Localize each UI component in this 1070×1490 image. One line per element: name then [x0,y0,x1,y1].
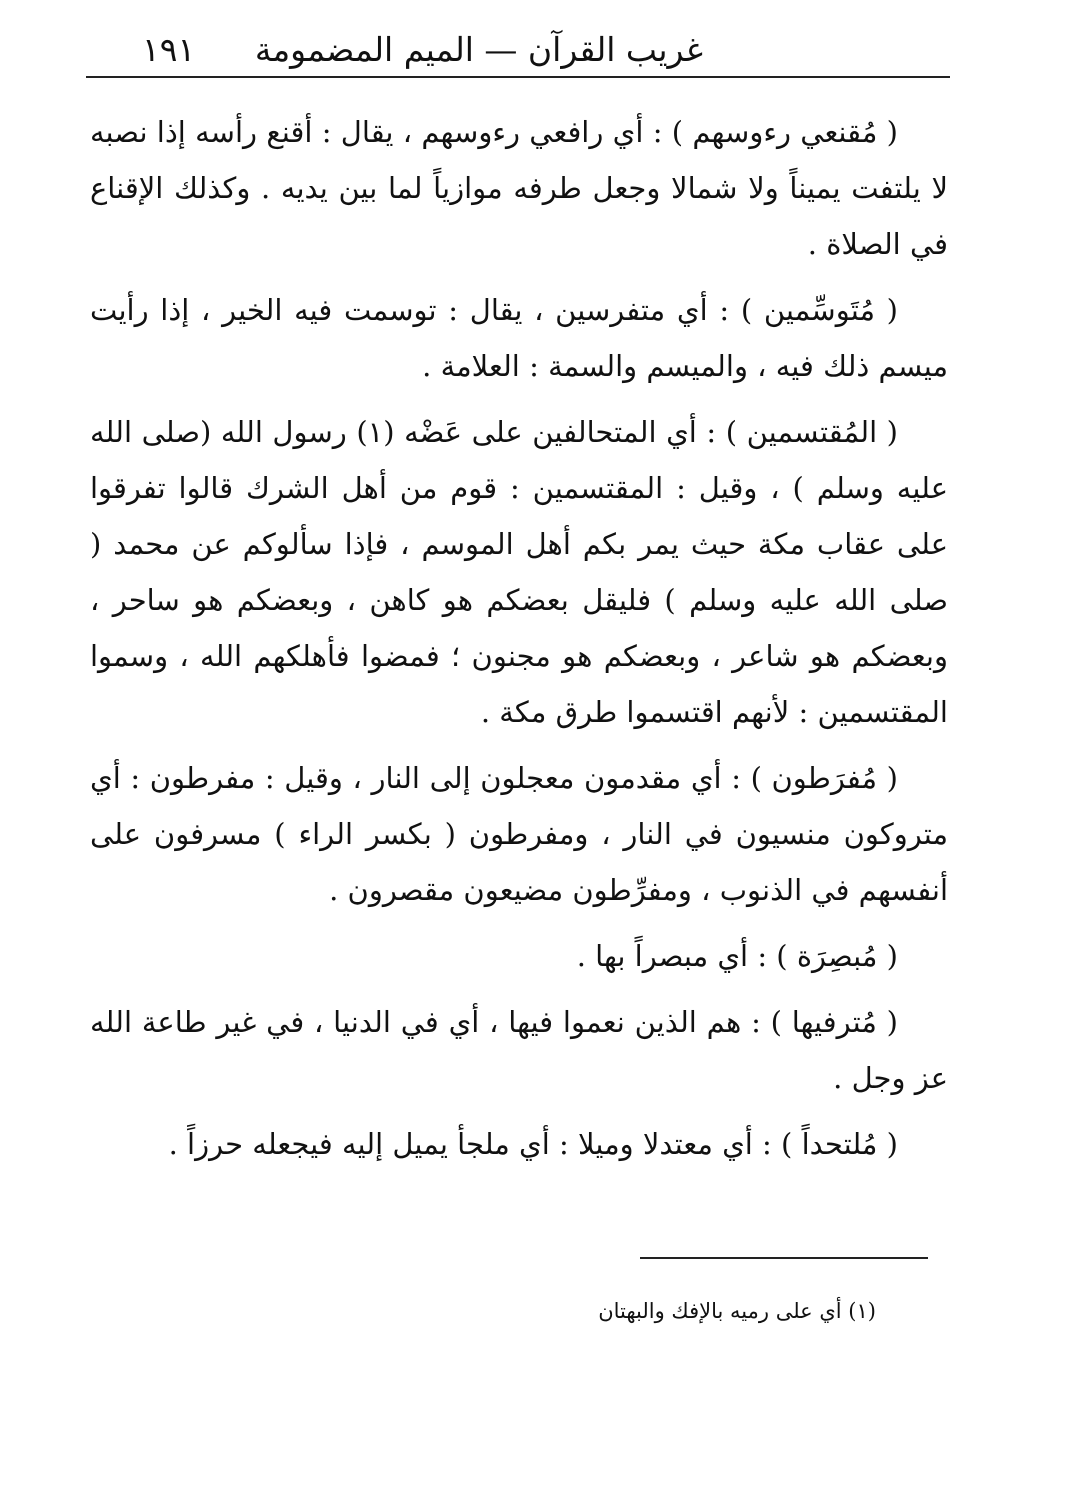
body-text [90,104,948,1182]
entry-mubsira: ( مُبصِرَة ) : أي مبصراً بها . [576,939,898,973]
page-number: ١٩١ [142,30,196,69]
footnote: (١) أي على رميه بالإفك والبهتان [598,1299,876,1323]
page-header [90,18,948,78]
entry-muqtasimin: ( المُقتسمين ) : أي المتحالفين على عَضْه (١) رسول الله (صلى الله عليه وسلم ) ، وقيل : المقتسمين : قوم من أهل الشرك قالوا تفرقوا على عقاب مكة حيث يمر بكم أهل الموسم ، فإذا سألوكم عن محمد ( صلى الله عليه وسلم ) فليقل بعضكم هو كاهن ، وبعضكم هو ساحر ، وبعضكم هو شاعر ، وبعضكم هو مجنون ؛ فمضوا فأهلكهم الله ، وسموا المقتسمين : لأنهم اقتسموا طرق مكة . [90,415,948,729]
footnote-rule [640,1257,928,1259]
entry-muqni: ( مُقنعي رءوسهم ) : أي رافعي رءوسهم ، يقال : أقنع رأسه إذا نصبه لا يلتفت يميناً ولا شمالا وجعل طرفه موازياً لما بين يديه . وكذلك الإقناع في الصلاة . [90,115,948,261]
entry-mutrafiha: ( مُترفيها ) : هم الذين نعموا فيها ، أي في الدنيا ، في غير طاعة الله عز وجل . [90,1005,948,1095]
entry-mutawassimin: ( مُتَوسِّمين ) : أي متفرسين ، يقال : توسمت فيه الخير ، إذا رأيت ميسم ذلك فيه ، والميسم والسمة : العلامة . [90,293,948,383]
entry-multahada: ( مُلتحداً ) : أي معتدلا وميلا : أي ملجأ يميل إليه فيجعله حرزاً . [168,1127,898,1161]
entry-mufratun: ( مُفرَطون ) : أي مقدمون معجلون إلى النار ، وقيل : مفرطون : أي متروكون منسيون في النار ، ومفرطون ( بكسر الراء ) مسرفون على أنفسهم في الذنوب ، ومفرِّطون مضيعون مقصرون . [90,761,948,907]
header-rule [86,76,950,78]
running-title: غريب القرآن — الميم المضمومة [254,30,703,69]
